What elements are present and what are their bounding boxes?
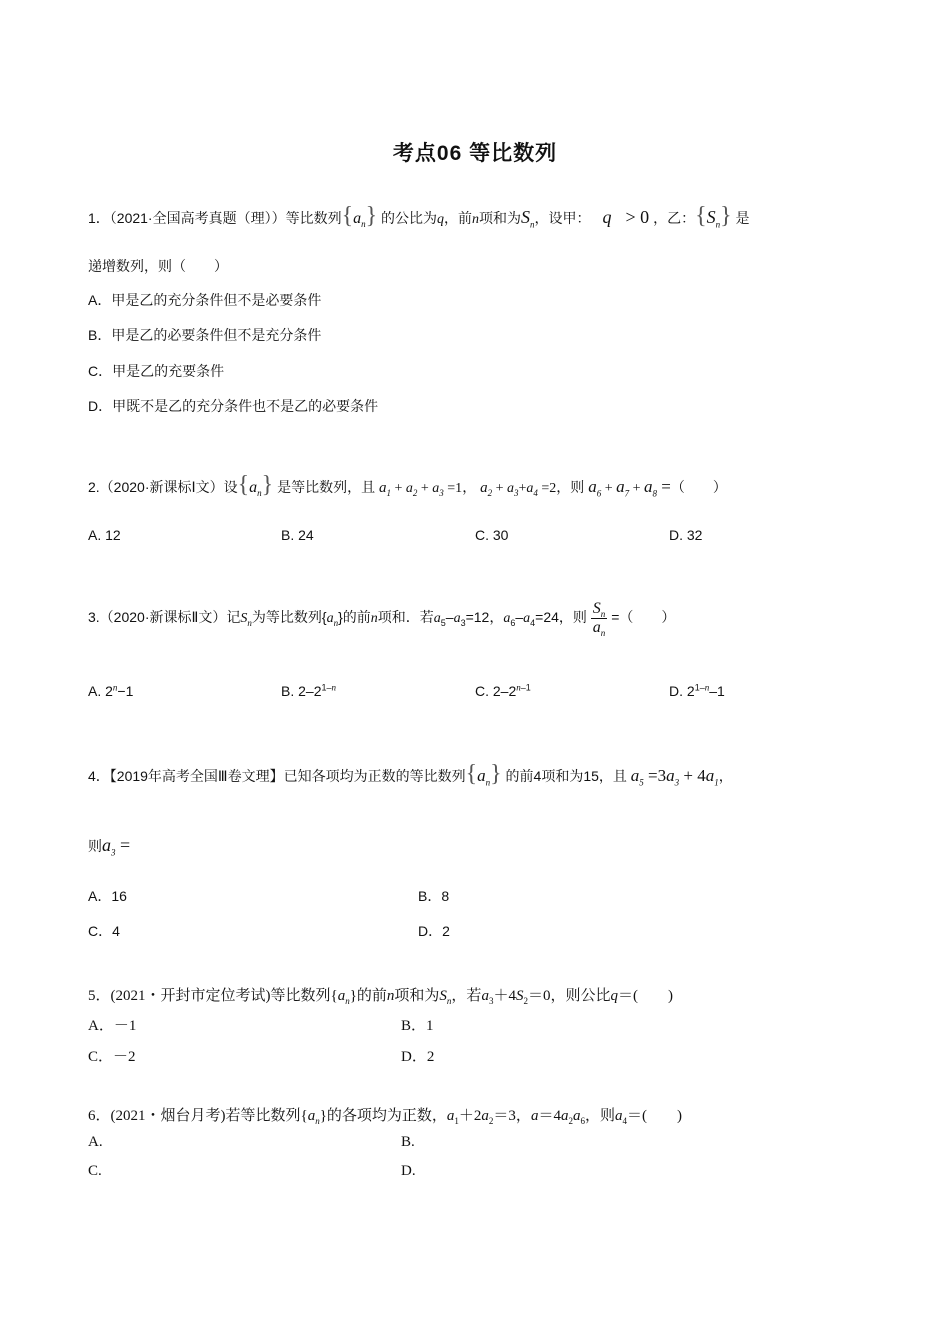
question-5: 5．(2021・开封市定位考试)等比数列$\{a_n\}$的前n项和为$S_n$，若$a_3+4S_2=0$，则公比q＝( ) (88, 988, 673, 1006)
q6-option-c: C. (88, 1163, 102, 1179)
q5-option-b: B．1 (401, 1018, 434, 1034)
q1-option-a: A．甲是乙的充分条件但不是必要条件 (88, 292, 322, 308)
q1-option-d: D．甲既不是乙的充分条件也不是乙的必要条件 (88, 398, 379, 414)
q4-option-d: D．2 (418, 923, 450, 939)
page-title: 考点06 等比数列 (392, 142, 558, 165)
q6-option-d: D. (401, 1163, 416, 1179)
q4-option-a: A．16 (88, 888, 127, 904)
question-2: 2.（2020·新课标Ⅰ文）设$\{a_n\}$ 是等比数列，且 $a_1 + a_2 + a_3 =1$， $a_2 + a_3+a_4 =2$，则 $a_6 + a_7 + a_8$ =（ ） (88, 472, 727, 499)
fraction-sn-over-an: $\frac{S_n}{a_n}$ (592, 600, 606, 639)
q2-option-b: B. 24 (281, 527, 314, 543)
question-1-line-2: 递增数列，则（ ） (88, 258, 228, 274)
right-brace: } (365, 203, 378, 229)
question-3: 3.（2020·新课标Ⅱ文）记$S_n$为等比数列$\{a_n\}$的前n项和．若$a_5-a_3=12$，$a_6-a_4=24$，则 $\frac{S_n}{a_n}$ =（ ） (88, 600, 676, 639)
q4-option-b: B．8 (418, 888, 450, 904)
q6-option-b: B. (401, 1134, 415, 1150)
q6-option-a: A. (88, 1134, 103, 1150)
q3-option-d: D. 2$^{1-n}$–1 (669, 682, 725, 699)
q5-option-a: A．－1 (88, 1018, 137, 1034)
q2-option-c: C. 30 (475, 527, 509, 543)
q1-option-c: C．甲是乙的充要条件 (88, 363, 225, 379)
left-brace: { (341, 203, 354, 229)
q3-option-a: A. $2^n-1$ (88, 682, 134, 699)
q1-option-b: B．甲是乙的必要条件但不是充分条件 (88, 327, 322, 343)
question-6: 6．(2021・烟台月考)若等比数列$\{a_n\}$的各项均为正数，$a_1+2a_2=3$，$a=4a_2a_6$，则$a_4=$( ) (88, 1108, 682, 1126)
question-1-line-1: 1．（2021·全国高考真题（理））等比数列$\{a_n\}$ 的公比为q，前n项和为$S_n$，设甲： q > 0 ，乙：$\{S_n\}$ 是 (88, 203, 750, 230)
question-4-line-1: 4．【2019年高考全国Ⅲ卷文理】已知各项均为正数的等比数列$\{a_n\}$ 的前4项和为15，且 $a_5 =3a_3 + 4a_1$， (88, 761, 733, 788)
q2-option-a: A. 12 (88, 527, 121, 543)
question-4-line-2: 则$a_3$ = (88, 835, 131, 858)
q3-option-c: C. 2–2$^{n-1}$ (475, 682, 531, 699)
q2-option-d: D. 32 (669, 527, 703, 543)
q5-option-d: D．2 (401, 1049, 435, 1065)
q4-option-c: C．4 (88, 923, 120, 939)
q3-option-b: B. 2–2$^{1-n}$ (281, 682, 336, 699)
q5-option-c: C．－2 (88, 1049, 136, 1065)
